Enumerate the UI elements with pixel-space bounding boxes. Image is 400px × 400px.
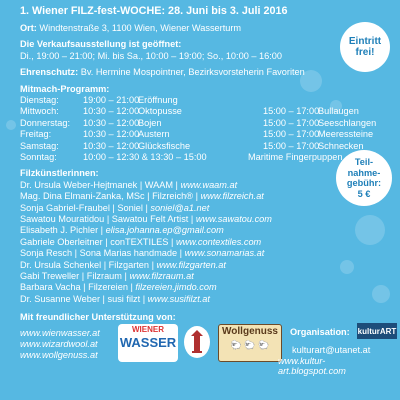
schedule-day: Dienstag: — [20, 95, 59, 106]
decor-bubble — [6, 120, 16, 130]
artist-link[interactable]: www.waam.at — [180, 179, 238, 190]
location-value: Windtenstraße 3, 1100 Wien, Wiener Wasserturm — [39, 23, 242, 33]
location-line — [20, 23, 395, 34]
artist-name: Dr. Susanne Weber | susi filzt | — [20, 293, 148, 304]
patronage-label: Ehrenschutz: — [20, 67, 79, 78]
list-item — [20, 203, 395, 214]
schedule-day: Freitag: — [20, 129, 52, 140]
schedule-time-morning: 10:30 – 12:00 — [83, 117, 140, 128]
schedule-row — [20, 106, 395, 117]
logo-text: WIENER — [132, 325, 164, 334]
organizer-blog-link[interactable]: www.kultur-art.blogspot.com — [278, 356, 346, 376]
artist-name: Elisabeth J. Pichler | — [20, 225, 106, 236]
fee-badge — [336, 150, 392, 206]
list-item — [20, 225, 395, 236]
artist-name: Barbara Vacha | Filzereien | — [20, 282, 136, 293]
schedule-time-morning: 10:30 – 12:00 — [83, 129, 140, 140]
footer — [20, 312, 397, 392]
schedule-time-afternoon: 15:00 – 17:00 — [263, 140, 320, 151]
artist-link[interactable]: filzereien.jimdo.com — [135, 282, 217, 293]
logo-text: WASSER — [119, 335, 177, 350]
free-entry-badge — [340, 22, 390, 72]
list-item — [20, 271, 395, 282]
artist-name: Gabriele Oberleitner | conTEXTILES | — [20, 236, 176, 247]
schedule-activity-afternoon: Bullaugen — [318, 106, 359, 117]
artist-link[interactable]: www.filzraum.at — [129, 271, 194, 282]
badge-text: Teil- — [354, 157, 374, 167]
artist-link[interactable]: www.sonamarias.at — [184, 248, 265, 259]
artist-link[interactable]: www.filzgarten.at — [156, 259, 226, 270]
badge-text: 5 € — [357, 188, 371, 199]
organizer-label: Organisation: — [290, 327, 350, 337]
badge-text: Eintritt — [348, 36, 382, 47]
schedule-time-morning: 10:30 – 12:00 — [83, 106, 140, 117]
sponsor-link[interactable]: www.wollgenuss.at — [20, 350, 98, 360]
schedule-day: Sonntag: — [20, 151, 57, 162]
artists-label: Filzkünstlerinnen: — [20, 168, 99, 179]
artist-name: Dr. Ursula Weber-Hejtmanek | WAAM | — [20, 179, 181, 190]
schedule-row — [20, 95, 395, 106]
artist-link[interactable]: elisa.johanna.ep@gmail.com — [105, 225, 224, 236]
artist-name: Sonja Resch | Sona Marias handmade | — [20, 248, 185, 259]
schedule-activity-afternoon: Maritime Fingerpuppen — [248, 151, 343, 162]
badge-text: nahme- — [347, 167, 381, 178]
wiener-wasser-logo — [118, 324, 178, 362]
schedule-time-morning: 19:00 – 21:00 — [83, 95, 140, 106]
schedule-time-morning: 10:30 – 12:00 — [83, 140, 140, 151]
list-item — [20, 214, 395, 225]
schedule-activity-morning: Oktopusse — [138, 106, 182, 117]
artists-list — [20, 180, 395, 305]
artist-link[interactable]: www.sawatou.com — [195, 214, 272, 224]
schedule-activity-afternoon: Meeressteine — [318, 129, 374, 140]
sponsor-link[interactable]: www.wizardwool.at — [20, 339, 98, 349]
location-label: Ort: — [20, 23, 37, 33]
kulturart-logo: kulturART — [357, 323, 397, 339]
schedule-activity-morning: Glücksfische — [138, 140, 191, 151]
artist-name: Gabi Treweller | Filzraum | — [20, 271, 130, 282]
badge-text: frei! — [355, 47, 375, 58]
schedule-row — [20, 141, 395, 152]
organizer-email[interactable]: kulturart@utanet.at — [292, 345, 371, 355]
program-label: Mitmach-Programm: — [20, 83, 110, 94]
artist-name: Dr. Ursula Schenkel | Filzgarten | — [20, 259, 157, 270]
schedule-activity-morning: Eröffnung — [138, 95, 178, 106]
list-item — [20, 294, 395, 305]
program-schedule — [20, 95, 395, 163]
schedule-row — [20, 129, 395, 140]
schedule-day: Donnerstag: — [20, 117, 71, 128]
list-item — [20, 237, 395, 248]
schedule-row — [20, 152, 395, 163]
schedule-time-afternoon: 15:00 – 17:00 — [263, 106, 320, 117]
artist-link[interactable]: soniel@a1.net — [150, 202, 210, 213]
exhibition-hours: Di., 19:00 – 21:00; Mi. bis Sa., 10:00 – 19:00; So., 10:00 – 16:00 — [20, 50, 283, 61]
page-title: 1. Wiener FILZ-fest-WOCHE: 28. Juni bis 3. Juli 2016 — [20, 5, 288, 17]
artist-name: Sawatou Mouratidou | Sawatou Felt Artist | — [20, 214, 196, 224]
artist-link[interactable]: www.contextiles.com — [175, 236, 262, 247]
exhibition-label: Die Verkaufsausstellung ist geöffnet: — [20, 39, 182, 50]
sponsor-link[interactable]: www.wienwasser.at — [20, 328, 100, 338]
patronage-line — [20, 67, 395, 78]
wollgenuss-logo — [218, 324, 282, 362]
sponsor-sites — [20, 328, 100, 361]
badge-text: gebühr: — [346, 178, 382, 188]
schedule-time-morning: 10:00 – 12:30 & 13:30 – 15:00 — [83, 151, 207, 162]
schedule-day: Mittwoch: — [20, 106, 59, 117]
schedule-time-afternoon: 15:00 – 17:00 — [263, 117, 320, 128]
water-tower-icon — [184, 326, 210, 358]
artist-link[interactable]: www.filzreich.at — [200, 191, 264, 202]
schedule-activity-morning: Austern — [138, 129, 170, 140]
artist-link[interactable]: www.susifilzt.at — [147, 293, 210, 304]
artist-name: Sonja Gabriel-Fraubel | Soniel | — [20, 202, 151, 213]
list-item — [20, 188, 395, 202]
sponsors-label: Mit freundlicher Unterstützung von: — [20, 312, 176, 322]
artist-name: Mag. Dina Elmani-Zanka, MSc | Filzreich® | — [20, 191, 201, 202]
patronage-value: Bv. Hermine Mospointner, Bezirksvorsteherin Favoriten — [80, 67, 305, 78]
schedule-row — [20, 118, 395, 129]
flyer-content — [20, 5, 395, 305]
schedule-day: Samstag: — [20, 140, 59, 151]
list-item — [20, 260, 395, 271]
logo-text: Wollgenuss — [222, 326, 278, 337]
sheep-icon: 🐑 🐑 🐑 — [230, 340, 270, 350]
schedule-activity-afternoon: Schnecken — [318, 140, 364, 151]
schedule-time-afternoon: 15:00 – 17:00 — [263, 129, 320, 140]
list-item — [20, 248, 395, 259]
schedule-activity-afternoon: Seeschlangen — [318, 117, 377, 128]
list-item — [20, 282, 395, 293]
schedule-activity-morning: Bojen — [138, 117, 162, 128]
